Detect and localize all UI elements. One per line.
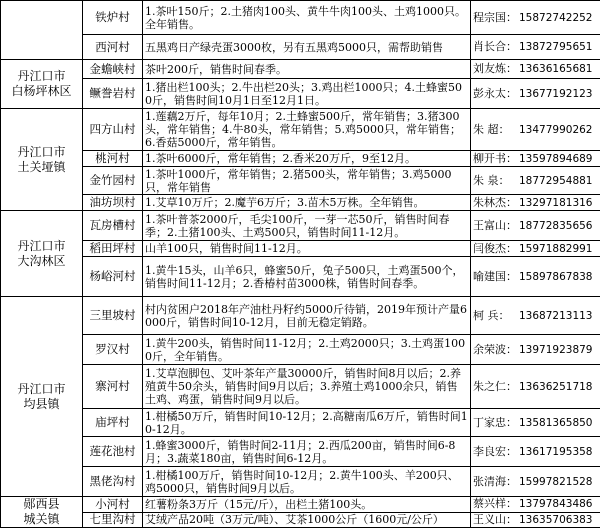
product-description: 1.茶叶150斤；2.土猪肉100头、黄牛牛肉100头、土鸡1000只。全年销售。 bbox=[143, 1, 471, 35]
table-row bbox=[1, 241, 600, 257]
contact-phone: 13597894689 bbox=[519, 153, 593, 165]
product-description: 1.莲藕2万斤，每年10月；2.土蜂蜜500斤，常年销售；3.猪300头，常年销售；4.牛80头，常年销售；5.鸡5000只，常年销售；6.香菇5000斤，常年销售。 bbox=[143, 109, 471, 151]
village-name: 桃河村 bbox=[83, 151, 143, 167]
contact-phone: 13687213113 bbox=[519, 310, 593, 322]
product-description: 1.柑橘50万斤，销售时间10-12月；2.高糖南瓜6万斤，销售时间10-12月。 bbox=[143, 409, 471, 437]
contact-cell bbox=[471, 497, 600, 513]
table-row bbox=[1, 467, 600, 497]
village-name: 金蟾峡村 bbox=[83, 60, 143, 79]
region-city: 丹江口市 bbox=[3, 239, 80, 254]
table-row bbox=[1, 79, 600, 109]
village-name: 铁炉村 bbox=[83, 1, 143, 35]
contact-name: 彭永太： bbox=[473, 87, 519, 100]
contact-cell bbox=[471, 241, 600, 257]
contact-phone: 13477990262 bbox=[519, 124, 593, 136]
product-description: 1.猪出栏100头；2.牛出栏20头；3.鸡出栏1000只；4.土蜂蜜500斤，销售时间10月1日至12月1日。 bbox=[143, 79, 471, 109]
contact-cell bbox=[471, 35, 600, 60]
village-name: 黑佬沟村 bbox=[83, 467, 143, 497]
product-description: 茶叶200斤，销售时间春季。 bbox=[143, 60, 471, 79]
contact-phone: 15872742252 bbox=[519, 12, 593, 24]
region-cell bbox=[1, 297, 83, 497]
product-description: 1.艾草泡脚包、艾叶茶年产量30000斤，销售时间8月以后；2.养殖黄牛50余头，销售时间9月以后；3.养殖土鸡1000余只，销售土鸡、鸡蛋，销售时间9月以后。 bbox=[143, 365, 471, 409]
contact-cell bbox=[471, 512, 600, 528]
contact-name: 柳开书： bbox=[473, 152, 519, 165]
product-description: 红薯粉条3万斤（15元/斤），出栏土猪100头。 bbox=[143, 497, 471, 513]
contact-name: 朱之仁： bbox=[473, 380, 519, 393]
contact-phone: 15971882991 bbox=[519, 243, 593, 255]
contact-name: 朱 超： bbox=[473, 123, 519, 136]
region-town: 城关镇 bbox=[3, 512, 80, 527]
region-cell bbox=[1, 60, 83, 109]
region-city: 丹江口市 bbox=[3, 69, 80, 84]
region-city: 丹江口市 bbox=[3, 145, 80, 160]
contact-phone: 13581365850 bbox=[519, 417, 593, 429]
product-description: 1.茶叶普茶2000斤，毛尖100斤，一芽一芯50斤，销售时间春季；2.土猪100头、土鸡500只，销售时间11-12月。 bbox=[143, 211, 471, 241]
contact-name: 刘友炼： bbox=[473, 62, 519, 75]
table-row bbox=[1, 35, 600, 60]
table-row bbox=[1, 365, 600, 409]
product-description: 1.艾草10万斤；2.魔芋6万斤；3.苗木5万株。全年销售。 bbox=[143, 195, 471, 211]
region-town: 白杨坪林区 bbox=[3, 84, 80, 99]
product-description: 1.蜂蜜3000斤，销售时间2-11月；2.西瓜200亩，销售时间6-8月；3.蔬菜180亩，销售时间6-12月。 bbox=[143, 437, 471, 467]
village-name: 瓦房槽村 bbox=[83, 211, 143, 241]
village-name: 鳜誊岩村 bbox=[83, 79, 143, 109]
contact-cell bbox=[471, 151, 600, 167]
contact-phone: 13635706383 bbox=[519, 514, 593, 526]
table-row bbox=[1, 1, 600, 35]
village-name: 稻田坪村 bbox=[83, 241, 143, 257]
region-town: 大沟林区 bbox=[3, 254, 80, 269]
contact-cell bbox=[471, 195, 600, 211]
table-row bbox=[1, 211, 600, 241]
region-cell-top bbox=[1, 1, 83, 60]
contact-name: 肖长合： bbox=[473, 40, 519, 53]
table-row bbox=[1, 60, 600, 79]
village-name: 庙坪村 bbox=[83, 409, 143, 437]
contact-phone: 13636251718 bbox=[519, 381, 593, 393]
contact-phone: 13636165681 bbox=[519, 63, 593, 75]
contact-phone: 18772835656 bbox=[519, 220, 593, 232]
contact-cell bbox=[471, 467, 600, 497]
region-town: 均县镇 bbox=[3, 397, 80, 412]
contact-phone: 13971923879 bbox=[519, 344, 593, 356]
product-description: 1.茶叶1000斤，常年销售；2.猪500头，常年销售；3.鸡5000只，常年销售 bbox=[143, 167, 471, 195]
table-row bbox=[1, 297, 600, 335]
contact-name: 闫俊杰： bbox=[473, 242, 519, 255]
contact-name: 蔡兴样： bbox=[473, 497, 519, 510]
village-name: 七里沟村 bbox=[83, 512, 143, 528]
contact-phone: 13677192123 bbox=[519, 88, 593, 100]
product-description: 村内贫困户2018年产油杜丹籽约5000斤待销，2019年预计产量6000斤，销售时间10-12月，目前无稳定销路。 bbox=[143, 297, 471, 335]
product-description: 1.黄牛200头，销售时间11-12月；2.土鸡2000只；3.土鸡蛋1000斤，全年销售。 bbox=[143, 335, 471, 365]
contact-name: 朱林杰： bbox=[473, 196, 519, 209]
product-description: 五黑鸡日产绿壳蛋3000枚，另有五黑鸡5000只，需帮助销售 bbox=[143, 35, 471, 60]
contact-phone: 15897867838 bbox=[519, 271, 593, 283]
contact-phone: 13872795651 bbox=[519, 41, 593, 53]
contact-cell bbox=[471, 365, 600, 409]
contact-name: 王富山： bbox=[473, 219, 519, 232]
contact-name: 余荣波： bbox=[473, 343, 519, 356]
contact-cell bbox=[471, 335, 600, 365]
village-name: 油坊坝村 bbox=[83, 195, 143, 211]
region-cell bbox=[1, 497, 83, 528]
product-description: 山羊100只，销售时间11-12月。 bbox=[143, 241, 471, 257]
contact-name: 李良宏： bbox=[473, 445, 519, 458]
product-description: 1.柑橘100万斤，销售时间10-12月；2.黄牛100头、羊200只、鸡5000只，销售时间9月以后。 bbox=[143, 467, 471, 497]
table-row bbox=[1, 497, 600, 513]
village-name: 寨河村 bbox=[83, 365, 143, 409]
contact-phone: 18772954881 bbox=[519, 175, 593, 187]
region-cell bbox=[1, 211, 83, 297]
contact-cell bbox=[471, 109, 600, 151]
contact-name: 朱 泉： bbox=[473, 174, 519, 187]
contact-cell bbox=[471, 79, 600, 109]
contact-cell bbox=[471, 1, 600, 35]
village-name: 莲花池村 bbox=[83, 437, 143, 467]
contact-cell bbox=[471, 211, 600, 241]
region-city: 郧西县 bbox=[3, 497, 80, 512]
contact-name: 王义山： bbox=[473, 513, 519, 526]
contact-name: 喻建国： bbox=[473, 270, 519, 283]
contact-cell bbox=[471, 297, 600, 335]
table-row bbox=[1, 167, 600, 195]
contact-cell bbox=[471, 60, 600, 79]
table-row bbox=[1, 195, 600, 211]
region-town: 土关垭镇 bbox=[3, 160, 80, 175]
contact-cell bbox=[471, 257, 600, 297]
contact-cell bbox=[471, 409, 600, 437]
village-name: 杨峪河村 bbox=[83, 257, 143, 297]
contact-phone: 13797843486 bbox=[519, 498, 593, 510]
contact-name: 柯 兵： bbox=[473, 309, 519, 322]
product-description: 1.茶叶6000斤，常年销售；2.香米20万斤，9至12月。 bbox=[143, 151, 471, 167]
village-name: 三里坡村 bbox=[83, 297, 143, 335]
table-row bbox=[1, 409, 600, 437]
contact-phone: 13617195358 bbox=[519, 446, 593, 458]
product-description: 艾绒产品20吨（3万元/吨）、艾茶1000公斤（1600元/公斤） bbox=[143, 512, 471, 528]
village-name: 四方山村 bbox=[83, 109, 143, 151]
village-name: 罗汉村 bbox=[83, 335, 143, 365]
table-row bbox=[1, 109, 600, 151]
region-city: 丹江口市 bbox=[3, 382, 80, 397]
contact-phone: 15997821528 bbox=[519, 476, 593, 488]
table-row bbox=[1, 151, 600, 167]
contact-cell bbox=[471, 167, 600, 195]
contact-name: 丁家忠： bbox=[473, 416, 519, 429]
product-description: 1.黄牛15头，山羊6只，蜂蜜50斤，兔子500只，土鸡蛋500个，销售时间11-12月；2.香椿村苗3000株，销售时间春季。 bbox=[143, 257, 471, 297]
contact-name: 程宗国： bbox=[473, 11, 519, 24]
contact-phone: 13297181316 bbox=[519, 197, 593, 209]
region-cell bbox=[1, 109, 83, 211]
table-row bbox=[1, 335, 600, 365]
contact-name: 张清海： bbox=[473, 475, 519, 488]
contact-cell bbox=[471, 437, 600, 467]
village-name: 金竹园村 bbox=[83, 167, 143, 195]
village-name: 小河村 bbox=[83, 497, 143, 513]
table-row bbox=[1, 437, 600, 467]
village-name: 西河村 bbox=[83, 35, 143, 60]
table-row bbox=[1, 512, 600, 528]
table-row bbox=[1, 257, 600, 297]
